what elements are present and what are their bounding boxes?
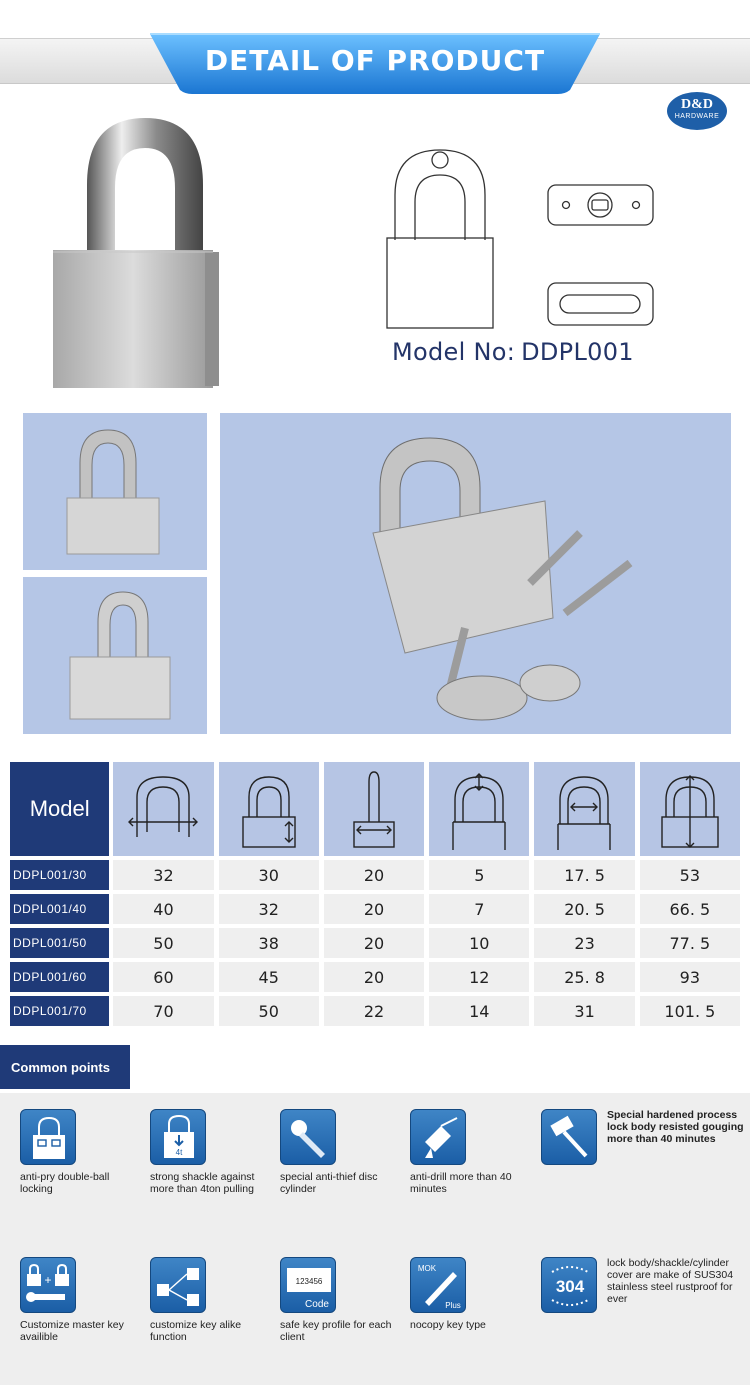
inner-width-icon [534, 762, 634, 856]
common-points-heading: Common points [0, 1045, 130, 1089]
feature-text: anti-pry double-ball locking [20, 1171, 110, 1195]
product-photo-with-keys [220, 413, 731, 734]
row-model: DDPL001/50 [10, 928, 109, 958]
hammer-icon [541, 1109, 597, 1165]
table-cell: 45 [219, 962, 319, 992]
nocopy-key-icon [410, 1257, 466, 1313]
page-title: DETAIL OF PRODUCT [204, 44, 546, 77]
table-cell: 32 [219, 894, 319, 924]
key-code-label: Code [305, 1299, 329, 1310]
table-row [10, 962, 740, 992]
feature-item [280, 1109, 400, 1195]
feature-text: special anti-thief disc cylinder [280, 1171, 378, 1195]
feature-item [20, 1109, 140, 1195]
feature-text: Customize master key availible [20, 1319, 124, 1343]
table-cell: 20 [324, 962, 424, 992]
table-cell: 30 [219, 860, 319, 890]
brand-logo-sub: HARDWARE [674, 113, 720, 120]
table-cell: 7 [429, 894, 529, 924]
shackle-load-icon [150, 1109, 206, 1165]
table-cell: 101. 5 [640, 996, 740, 1026]
sus304-icon [541, 1257, 597, 1313]
technical-drawing [380, 140, 670, 340]
model-number-label: Model No: [392, 338, 516, 366]
feature-text: safe key profile for each client [280, 1319, 392, 1343]
brand-logo-name: D&D [681, 97, 713, 112]
sus304-label: 304 [555, 1277, 585, 1296]
feature-item [280, 1257, 400, 1343]
product-photo [45, 110, 235, 390]
table-cell: 66. 5 [640, 894, 740, 924]
table-cell: 20 [324, 860, 424, 890]
master-key-icon [20, 1257, 76, 1313]
table-cell: 50 [113, 928, 213, 958]
feature-item [410, 1257, 530, 1331]
nocopy-plus: Plus [445, 1301, 461, 1310]
spec-table-header [10, 762, 740, 856]
feature-text: strong shackle against more than 4ton pulling [150, 1171, 255, 1195]
model-number [392, 338, 634, 366]
table-cell: 93 [640, 962, 740, 992]
table-cell: 25. 8 [534, 962, 634, 992]
table-cell: 12 [429, 962, 529, 992]
feature-text: anti-drill more than 40 minutes [410, 1171, 512, 1195]
product-photo-angle-1 [23, 413, 207, 570]
disc-cylinder-icon [280, 1109, 336, 1165]
feature-text: Special hardened process lock body resisted gouging more than 40 minutes [607, 1109, 744, 1145]
table-cell: 53 [640, 860, 740, 890]
table-cell: 22 [324, 996, 424, 1026]
model-number-value: DDPL001 [521, 338, 634, 366]
table-cell: 31 [534, 996, 634, 1026]
svg-text:+: + [44, 1273, 52, 1287]
title-banner [150, 30, 610, 96]
row-model: DDPL001/30 [10, 860, 109, 890]
table-cell: 77. 5 [640, 928, 740, 958]
key-code-icon [280, 1257, 336, 1313]
feature-text: customize key alike function [150, 1319, 242, 1343]
row-model: DDPL001/70 [10, 996, 109, 1026]
row-model: DDPL001/40 [10, 894, 109, 924]
feature-text: lock body/shackle/cylinder cover are make of SUS304 stainless steel rustproof for ever [607, 1257, 734, 1305]
table-row [10, 996, 740, 1026]
row-model: DDPL001/60 [10, 962, 109, 992]
table-cell: 14 [429, 996, 529, 1026]
table-cell: 17. 5 [534, 860, 634, 890]
shackle-load-label: 4t [175, 1148, 183, 1157]
key-alike-icon [150, 1257, 206, 1313]
table-cell: 70 [113, 996, 213, 1026]
spec-table [10, 762, 740, 1026]
feature-item [20, 1257, 140, 1343]
feature-item [410, 1109, 530, 1195]
table-cell: 32 [113, 860, 213, 890]
key-code-number: 123456 [295, 1277, 323, 1286]
table-cell: 20 [324, 928, 424, 958]
product-photo-angle-2 [23, 577, 207, 734]
shackle-depth-icon [324, 762, 424, 856]
table-cell: 40 [113, 894, 213, 924]
table-cell: 60 [113, 962, 213, 992]
table-cell: 50 [219, 996, 319, 1026]
total-height-icon [640, 762, 740, 856]
nocopy-brand: MOK [417, 1264, 437, 1273]
shackle-clearance-icon [219, 762, 319, 856]
table-row [10, 894, 740, 924]
table-row [10, 928, 740, 958]
feature-text: nocopy key type [410, 1319, 486, 1331]
shackle-width-icon [113, 762, 213, 856]
feature-item [150, 1257, 270, 1343]
padlock-icon [20, 1109, 76, 1165]
model-column-header: Model [10, 762, 109, 856]
drill-icon [410, 1109, 466, 1165]
table-cell: 20 [324, 894, 424, 924]
table-cell: 20. 5 [534, 894, 634, 924]
brand-logo [667, 92, 727, 130]
shackle-thickness-icon [429, 762, 529, 856]
common-points-panel [0, 1093, 750, 1385]
table-row [10, 860, 740, 890]
table-cell: 38 [219, 928, 319, 958]
feature-item [150, 1109, 270, 1195]
table-cell: 10 [429, 928, 529, 958]
table-cell: 23 [534, 928, 634, 958]
table-cell: 5 [429, 860, 529, 890]
